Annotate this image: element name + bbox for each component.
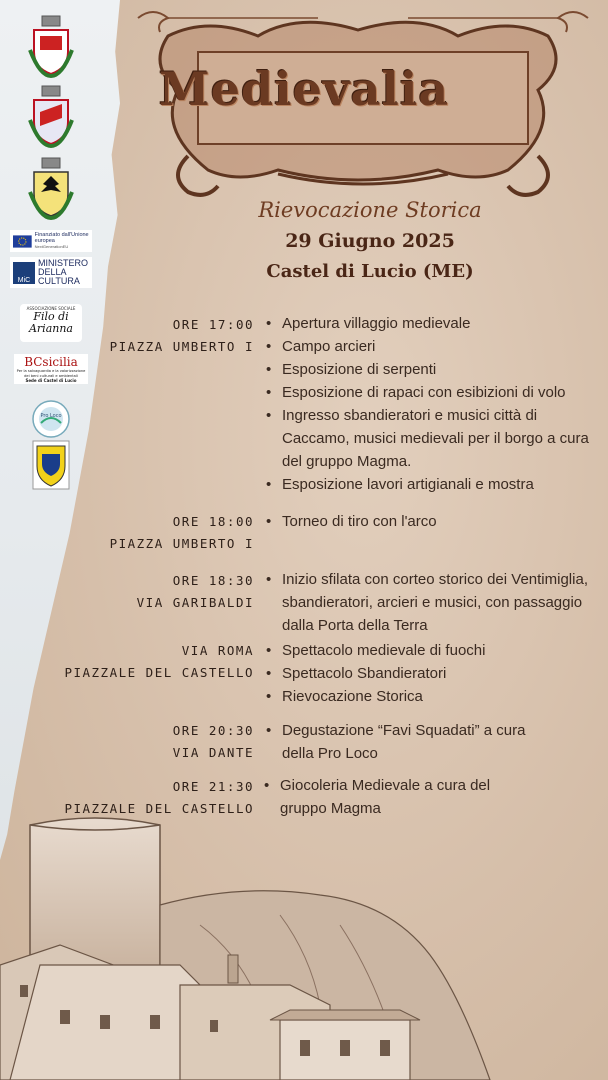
schedule-items-3 [266,568,596,637]
schedule-items-5 [266,719,556,765]
municipal-crest-3-icon [10,156,92,222]
eu-small: NextGenerationEU [34,244,69,249]
schedule-time-1 [110,314,254,358]
mic-logo [10,257,92,288]
filo-label: Filo di Arianna [28,310,73,335]
eu-label: Finanziato dall'Unione europea [34,232,89,244]
filo-di-arianna-logo [10,304,92,342]
time-label: ORE 20:30 [172,723,254,738]
schedule-time-5 [173,720,254,764]
schedule-time-3 [137,570,254,614]
filo-assoc: ASSOCIAZIONE SOCIALE [26,306,76,311]
place-label: VIA ROMA [181,643,254,658]
list-item: • Esposizione di serpenti [266,358,596,381]
schedule-items-1 [266,312,596,496]
eu-logo [10,230,92,252]
schedule-time-6 [64,776,254,820]
list-item: • Torneo di tiro con l'arco [266,510,596,533]
schedule-time-4 [64,640,254,684]
schedule-items-4 [266,639,596,708]
bc-label: BCsicilia [24,355,78,369]
association-shield-icon [10,440,92,490]
event-location: Castel di Lucio (ME) [266,261,474,282]
event-subtitle: Rievocazione Storica [258,198,482,222]
time-label: ORE 21:30 [172,779,254,794]
time-label: ORE 18:30 [172,573,254,588]
time-label: ORE 17:00 [172,317,254,332]
mic-label: MINISTERO DELLA CULTURA [38,258,89,286]
castle-illustration [0,815,608,1080]
place-label: PIAZZALE DEL CASTELLO [64,665,254,680]
list-item: • Campo arcieri [266,335,596,358]
schedule-time-2 [110,511,254,555]
list-item: • Spettacolo medievale di fuochi [266,639,596,662]
eu-flag-icon [13,233,32,250]
schedule-items-2 [266,510,596,533]
list-item: • Inizio sfilata con corteo storico dei Ventimiglia, sbandieratori, arcieri e musici, con passaggio dalla Porta della Terra [266,568,596,637]
list-item: • Spettacolo Sbandieratori [266,662,596,685]
event-title: Medievalia [158,62,450,116]
bc-seat: Sede di Castel di Lucio [25,378,77,383]
list-item: • Rievocazione Storica [266,685,596,708]
time-label: ORE 18:00 [172,514,254,529]
place-label: PIAZZA UMBERTO I [109,339,254,354]
bc-desc: Per la salvaguardia e la valorizzazione dei beni culturali e ambientali [16,369,86,378]
bcsicilia-logo [10,354,92,384]
schedule-items-6 [264,774,534,820]
place-label: PIAZZA UMBERTO I [109,536,254,551]
list-item: • Degustazione “Favi Squadati” a cura della Pro Loco [266,719,556,765]
list-item: • Apertura villaggio medievale [266,312,596,335]
list-item: • Ingresso sbandieratori e musici città di Caccamo, musici medievali per il borgo a cura del gruppo Magma. [266,404,596,473]
list-item: • Esposizione lavori artigianali e mostra [266,473,596,496]
list-item: • Giocoleria Medievale a cura del gruppo Magma [264,774,534,820]
place-label: PIAZZALE DEL CASTELLO [64,801,254,816]
place-label: VIA DANTE [172,745,254,760]
list-item: • Esposizione di rapaci con esibizioni di volo [266,381,596,404]
place-label: VIA GARIBALDI [136,595,254,610]
pro-loco-logo [10,399,92,439]
pro-loco-label: Pro Loco [40,413,62,419]
event-date: 29 Giugno 2025 [285,230,455,252]
mic-abbr: MiC [13,262,35,284]
